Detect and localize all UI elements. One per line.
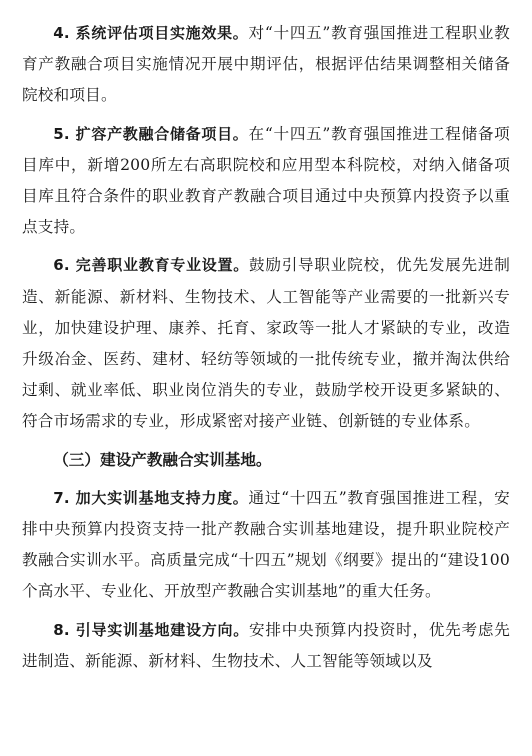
item-body: 对“十四五”教育强国推进工程职业教育产教融合项目实施情况开展中期评估，根据评估结果调整相关储备院校和项目。 — [22, 24, 510, 105]
item-body: 在“十四五”教育强国推进工程储备项目库中，新增200所左右高职院校和应用型本科院校，对纳入储备项目库且符合条件的职业教育产教融合项目通过中央预算内投资予以重点支持。 — [22, 124, 510, 237]
item-heading: 8. 引导实训基地建设方向。 — [53, 620, 249, 639]
item-heading: 4. 系统评估项目实施效果。 — [53, 24, 249, 42]
item-heading: 5. 扩容产教融合储备项目。 — [53, 124, 249, 143]
paragraph-item-7 — [22, 483, 510, 608]
section-heading: （三）建设产教融合实训基地。 — [53, 450, 272, 469]
item-heading: 6. 完善职业教育专业设置。 — [53, 256, 249, 275]
item-body: 鼓励引导职业院校，优先发展先进制造、新能源、新材料、生物技术、人工智能等产业需要的一批新兴专业，加快建设护理、康养、托育、家政等一批人才紧缺的专业，改造升级冶金、医药、建材、轻纺等领域的一批传统专业，撤并淘汰供给过剩、就业率低、职业岗位消失的专业，鼓励学校开设更多紧缺的、符合市场需求的专业，形成紧密对接产业链、创新链的专业体系。 — [22, 256, 510, 431]
paragraph-item-6 — [22, 250, 510, 437]
paragraph-item-8 — [22, 615, 510, 677]
paragraph-item-4 — [22, 18, 510, 112]
item-body: 安排中央预算内投资时，优先考虑先进制造、新能源、新材料、生物技术、人工智能等领域以及 — [22, 620, 510, 670]
paragraph-item-5 — [22, 119, 510, 244]
item-body: 通过“十四五”教育强国推进工程，安排中央预算内投资支持一批产教融合实训基地建设，提升职业院校产教融合实训水平。高质量完成“十四五”规划《纲要》提出的“建设100个高水平、专业化、开放型产教融合实训基地”的重大任务。 — [22, 488, 510, 601]
item-heading: 7. 加大实训基地支持力度。 — [53, 488, 249, 507]
